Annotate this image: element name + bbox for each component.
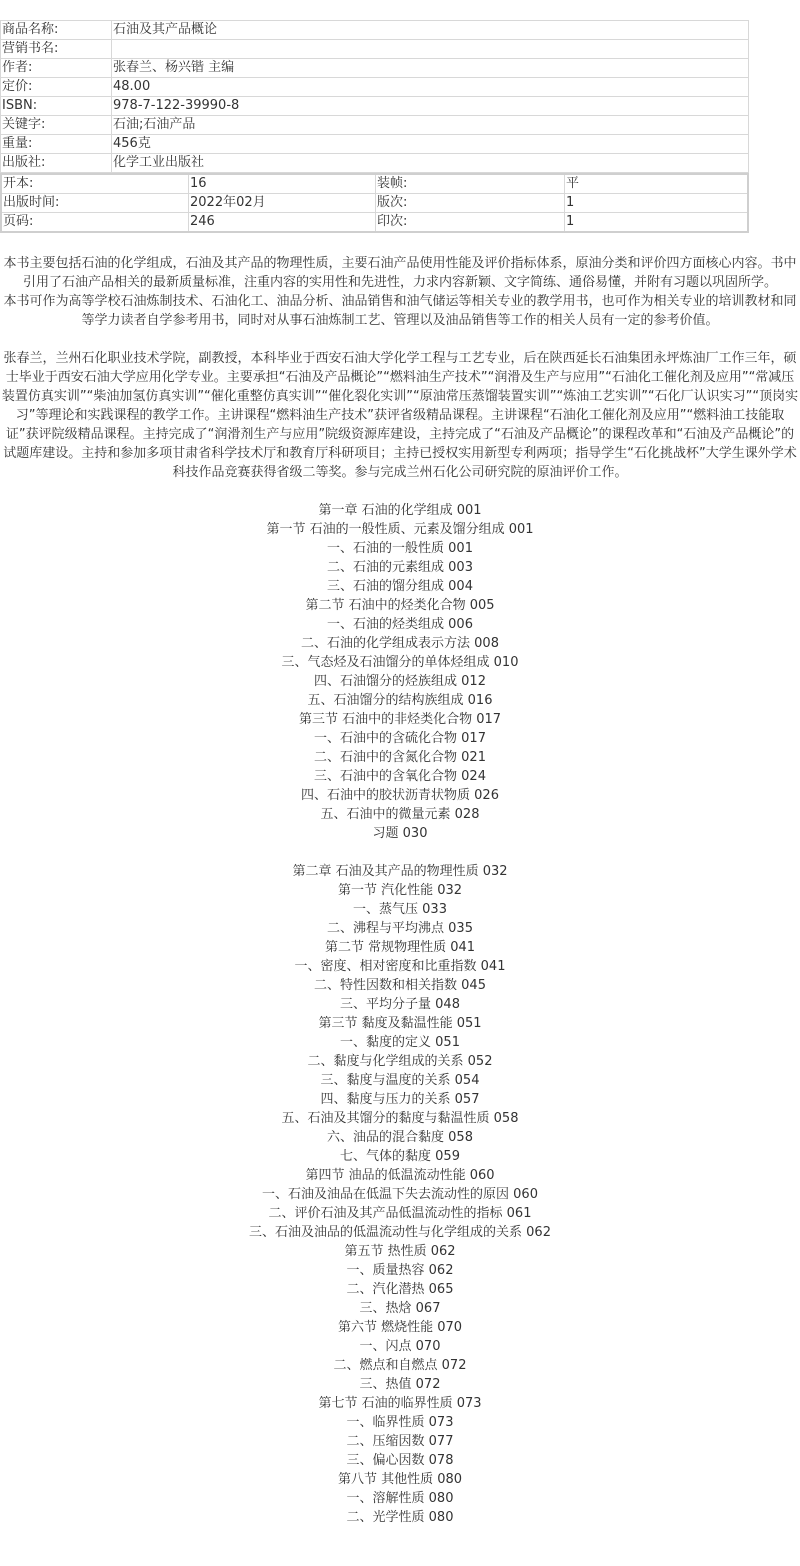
info-label: 出版社:: [1, 154, 112, 173]
toc-entry: 四、石油馏分的烃族组成 012: [314, 674, 486, 689]
toc-entry: 四、黏度与压力的关系 057: [320, 1092, 480, 1107]
toc-entry: 第三节 石油中的非烃类化合物 017: [298, 712, 502, 727]
toc-entry: 第八节 其他性质 080: [337, 1472, 463, 1487]
spec-value: 平: [565, 174, 749, 194]
info-label: ISBN:: [1, 97, 112, 116]
toc-entry: 一、蒸气压 033: [353, 902, 447, 917]
toc-entry: 五、石油及其馏分的黏度与黏温性质 058: [281, 1111, 519, 1126]
toc-entry: 三、气态烃及石油馏分的单体烃组成 010: [281, 655, 519, 670]
toc-spacer: [0, 843, 800, 862]
spec-row: [1, 213, 748, 233]
toc-entry: 一、临界性质 073: [346, 1415, 454, 1430]
info-label: 作者:: [1, 59, 112, 78]
spec-value: 246: [189, 213, 376, 233]
info-row: [1, 21, 749, 40]
spec-label: 页码:: [1, 213, 189, 233]
author-bio: 张春兰，兰州石化职业技术学院，副教授，本科毕业于西安石油大学化学工程与工艺专业，后在陕西延长石油集团永坪炼油厂工作三年，硕士毕业于西安石油大学应用化学专业。主要承担“石油及产品概论”“燃料油生产技术”“润滑及生产与应用”“石油化工催化剂及应用”“常减压装置仿真实训”“柴油加氢仿真实训”“催化重整仿真实训”“催化裂化实训”“原油常压蒸馏装置实训”“炼油工艺实训”“石化厂认识实习”“顶岗实习”等理论和实践课程的教学工作。主讲课程“燃料油生产技术”获评省级精品课程。主讲课程“石油化工催化剂及应用”“燃料油工技能取证”获评院级精品课程。主持完成了“润滑剂生产与应用”院级资源库建设，主持完成了“石油及产品概论”的课程改革和“石油及产品概论”的试题库建设。主持和参加多项甘肃省科学技术厅和教育厅科研项目；主持已授权实用新型专利两项；指导学生“石化挑战杯”大学生课外学术科技作品竞赛获得省级二等奖。参与完成兰州石化公司研究院的原油评价工作。: [1, 351, 799, 480]
toc-entry: 三、石油及油品的低温流动性与化学组成的关系 062: [249, 1225, 551, 1240]
toc-entry: 第五节 热性质 062: [344, 1244, 456, 1259]
info-value: 化学工业出版社: [112, 154, 749, 173]
toc-entry: 一、石油的烃类组成 006: [327, 617, 473, 632]
toc-entry: 二、石油的化学组成表示方法 008: [301, 636, 499, 651]
toc-entry: 第二节 常规物理性质 041: [324, 940, 476, 955]
toc-entry: 一、石油中的含硫化合物 017: [314, 731, 486, 746]
toc-entry: 一、质量热容 062: [346, 1263, 454, 1278]
toc-entry: 第一节 石油的一般性质、元素及馏分组成 001: [266, 522, 534, 537]
spec-label: 开本:: [1, 174, 189, 194]
toc-entry: 二、燃点和自燃点 072: [333, 1358, 467, 1373]
info-value: 石油及其产品概论: [112, 21, 749, 40]
table-of-contents: [0, 501, 800, 1527]
toc-entry: 一、闪点 070: [359, 1339, 441, 1354]
toc-entry: 三、黏度与温度的关系 054: [320, 1073, 480, 1088]
toc-entry: 二、汽化潜热 065: [346, 1282, 454, 1297]
intro-paragraph: 本书可作为高等学校石油炼制技术、石油化工、油品分析、油品销售和油气储运等相关专业的教学用书，也可作为相关专业的培训教材和同等学力读者自学参考用书，同时对从事石油炼制工艺、管理以及油品销售等工作的相关人员有一定的参考价值。: [3, 294, 797, 328]
spec-label: 出版时间:: [1, 194, 189, 213]
toc-entry: 三、热值 072: [359, 1377, 441, 1392]
info-row: [1, 97, 749, 116]
product-info-table: [0, 20, 749, 173]
toc-entry: 第一章 石油的化学组成 001: [318, 503, 482, 518]
toc-entry: 五、石油馏分的结构族组成 016: [307, 693, 493, 708]
toc-entry: 三、偏心因数 078: [346, 1453, 454, 1468]
toc-entry: 二、光学性质 080: [346, 1510, 454, 1525]
toc-entry: 二、黏度与化学组成的关系 052: [307, 1054, 493, 1069]
spec-value: 1: [565, 213, 749, 233]
toc-entry: 二、评价石油及其产品低温流动性的指标 061: [268, 1206, 532, 1221]
toc-entry: 习题 030: [372, 826, 428, 841]
toc-entry: 二、压缩因数 077: [346, 1434, 454, 1449]
info-value: 石油;石油产品: [112, 116, 749, 135]
info-value: 978-7-122-39990-8: [112, 97, 749, 116]
info-label: 商品名称:: [1, 21, 112, 40]
spec-row: [1, 174, 748, 194]
toc-entry: 第二节 石油中的烃类化合物 005: [305, 598, 495, 613]
toc-entry: 第四节 油品的低温流动性能 060: [305, 1168, 495, 1183]
info-value: [112, 40, 749, 59]
spec-label: 版次:: [376, 194, 565, 213]
spec-value: 1: [565, 194, 749, 213]
info-value: 48.00: [112, 78, 749, 97]
toc-entry: 二、沸程与平均沸点 035: [327, 921, 473, 936]
info-row: [1, 40, 749, 59]
toc-entry: 一、石油及油品在低温下失去流动性的原因 060: [262, 1187, 538, 1202]
toc-entry: 四、石油中的胶状沥青状物质 026: [301, 788, 499, 803]
toc-entry: 五、石油中的微量元素 028: [320, 807, 480, 822]
toc-entry: 一、石油的一般性质 001: [327, 541, 473, 556]
author-introduction: [0, 349, 800, 482]
spec-row: [1, 194, 748, 213]
toc-entry: 第二章 石油及其产品的物理性质 032: [292, 864, 508, 879]
toc-entry: 第六节 燃烧性能 070: [337, 1320, 463, 1335]
info-label: 营销书名:: [1, 40, 112, 59]
info-label: 重量:: [1, 135, 112, 154]
info-row: [1, 78, 749, 97]
toc-entry: 第三节 黏度及黏温性能 051: [318, 1016, 482, 1031]
toc-entry: 一、溶解性质 080: [346, 1491, 454, 1506]
toc-entry: 六、油品的混合黏度 058: [327, 1130, 473, 1145]
toc-entry: 三、平均分子量 048: [340, 997, 460, 1012]
toc-entry: 一、密度、相对密度和比重指数 041: [294, 959, 506, 974]
info-row: [1, 116, 749, 135]
product-spec-table: [0, 173, 749, 233]
toc-entry: 第七节 石油的临界性质 073: [318, 1396, 482, 1411]
spec-value: 16: [189, 174, 376, 194]
toc-entry: 三、石油的馏分组成 004: [327, 579, 473, 594]
info-row: [1, 59, 749, 78]
book-introduction: [0, 254, 800, 330]
info-value: 张春兰、杨兴锴 主编: [112, 59, 749, 78]
info-label: 定价:: [1, 78, 112, 97]
info-value: 456克: [112, 135, 749, 154]
spec-value: 2022年02月: [189, 194, 376, 213]
toc-entry: 三、石油中的含氧化合物 024: [314, 769, 486, 784]
toc-entry: 二、石油的元素组成 003: [327, 560, 473, 575]
toc-entry: 二、特性因数和相关指数 045: [314, 978, 486, 993]
toc-entry: 第一节 汽化性能 032: [337, 883, 463, 898]
toc-entry: 七、气体的黏度 059: [340, 1149, 460, 1164]
info-row: [1, 135, 749, 154]
info-row: [1, 154, 749, 173]
intro-paragraph: 本书主要包括石油的化学组成，石油及其产品的物理性质，主要石油产品使用性能及评价指标体系，原油分类和评价四方面核心内容。书中引用了石油产品相关的最新质量标准，注重内容的实用性和先进性，力求内容新颖、文字简练、通俗易懂，并附有习题以巩固所学。: [3, 256, 797, 290]
spec-label: 印次:: [376, 213, 565, 233]
toc-entry: 一、黏度的定义 051: [340, 1035, 460, 1050]
toc-entry: 三、热焓 067: [359, 1301, 441, 1316]
info-label: 关键字:: [1, 116, 112, 135]
toc-entry: 二、石油中的含氮化合物 021: [314, 750, 486, 765]
spec-label: 装帧:: [376, 174, 565, 194]
